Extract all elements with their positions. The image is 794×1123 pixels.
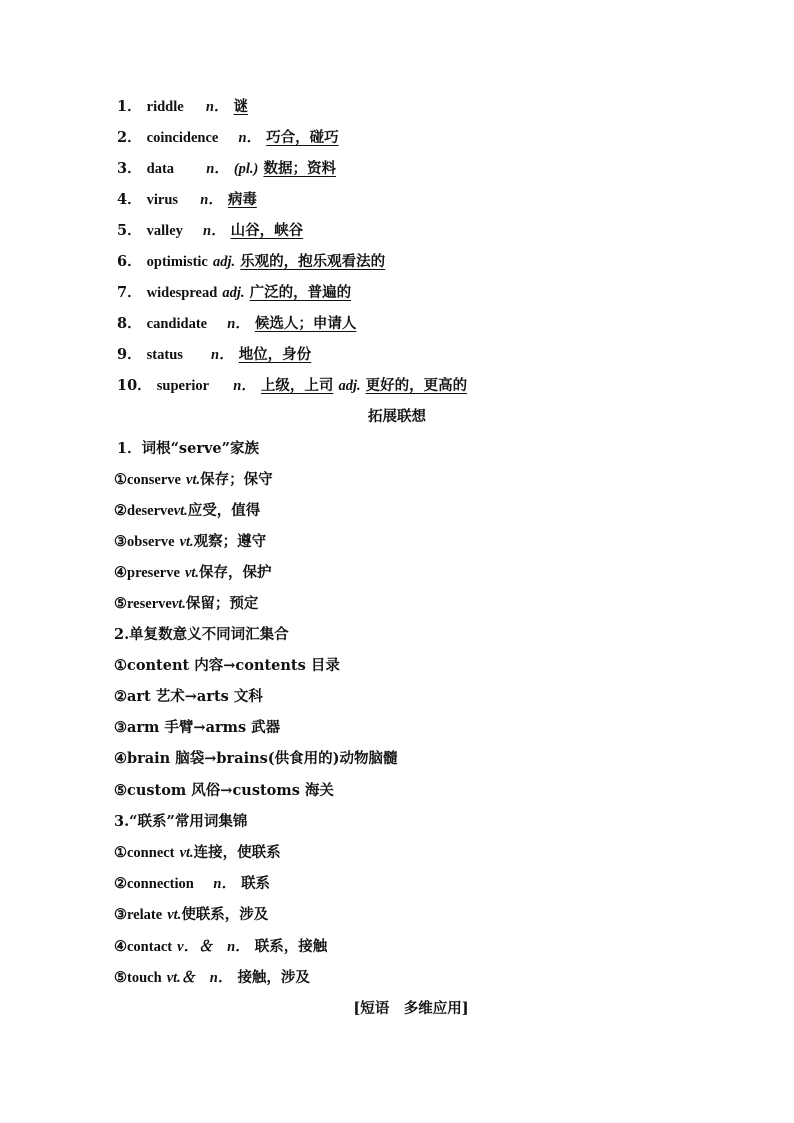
vocab-item-9 [117,345,311,365]
item-meaning: 接触，涉及 [237,969,310,986]
group2-item-2 [114,687,263,707]
vocab-word: data [146,161,175,177]
group3-item-3 [114,905,268,925]
part-of-speech: adj. [212,254,236,270]
vocab-item-2 [117,128,339,148]
item-marker: ④ [114,750,127,767]
part-of-speech: n． [203,223,226,239]
item-word: conserve [127,472,181,488]
item-marker: ② [114,502,127,519]
vocab-item-10 [117,376,467,396]
vocab-meaning-2: 更好的，更高的 [365,377,468,394]
vocab-meaning: 数据；资料 [263,160,336,177]
vocab-number: 1． [117,98,142,115]
part-of-speech: n． [206,161,229,177]
part-of-speech: adj. [222,285,245,301]
item-text: custom 风俗→customs 海关 [127,782,334,799]
vocab-word: superior [156,378,210,394]
item-marker: ① [114,844,127,861]
part-of-speech: vt. [167,907,182,923]
vocab-word: virus [146,192,179,208]
part-of-speech: vt. [173,503,188,519]
part-of-speech-2: adj. [338,378,361,394]
vocab-word: riddle [146,99,184,115]
group1-item-1 [114,470,273,490]
item-marker: ④ [114,564,127,581]
group1-item-3 [114,532,266,552]
vocab-number: 9． [117,346,142,363]
vocab-meaning: 谜 [233,98,248,115]
item-word: deserve [127,503,174,519]
item-meaning: 观察；遵守 [193,533,267,550]
plural-tag: (pl.) [233,161,259,177]
vocab-meaning: 乐观的，抱乐观看法的 [240,253,386,270]
section-heading: 拓展联想 [368,408,426,425]
group2-item-4 [114,749,398,769]
part-of-speech: vt. [186,472,201,488]
item-marker: ③ [114,906,127,923]
group3-item-1 [114,843,281,863]
item-text: arm 手臂→arms 武器 [127,719,281,736]
item-meaning: 使联系，涉及 [181,906,269,923]
item-marker: ⑤ [114,969,127,986]
group3-title: 3.“联系”常用词集锦 [114,813,248,830]
group3-item-2 [114,874,270,894]
group1-item-5 [114,594,258,614]
item-meaning: 连接，使联系 [193,844,281,861]
item-marker: ① [114,471,127,488]
part-of-speech: n． [198,876,236,892]
vocab-number: 8． [117,315,142,332]
vocab-number: 4． [117,191,142,208]
part-of-speech: vt. [179,845,194,861]
item-text: brain 脑袋→brains(供食用的)动物脑髓 [127,750,398,767]
vocab-number: 7． [117,284,142,301]
vocab-item-7 [117,283,351,303]
item-marker: ⑤ [114,595,127,612]
item-word: observe [127,534,175,550]
item-marker: ① [114,657,127,674]
item-marker: ⑤ [114,782,127,799]
item-meaning: 保存，保护 [199,564,272,581]
vocab-word: candidate [146,316,208,332]
item-marker: ② [114,875,127,892]
vocab-number: 3． [117,160,142,177]
item-word: reserve [127,596,172,612]
item-word: preserve [127,565,180,581]
group2-item-1 [114,656,340,676]
part-of-speech: n． [211,347,234,363]
footer-heading: [短语 多维应用] [353,1000,469,1017]
vocab-word: coincidence [146,130,219,146]
vocab-meaning: 巧合，碰巧 [266,129,339,146]
item-text: content 内容→contents 目录 [127,657,340,674]
vocab-word: optimistic [146,254,208,270]
item-word: touch [127,970,162,986]
group1-item-2 [114,501,260,521]
vocab-word: valley [146,223,183,239]
vocab-meaning: 病毒 [227,191,257,208]
vocab-word: status [146,347,183,363]
item-word: connect [127,845,175,861]
part-of-speech: n． [227,316,250,332]
vocab-meaning: 候选人；申请人 [254,315,357,332]
group1-item-4 [114,563,272,583]
part-of-speech: vt.＆ n． [166,970,233,986]
group2-item-5 [114,781,334,801]
vocab-item-3 [117,159,336,179]
group2-title: 2.单复数意义不同词汇集合 [114,626,289,643]
group1-title: 1．词根“serve”家族 [117,440,259,457]
vocab-item-4 [117,190,257,210]
part-of-speech: vt. [171,596,186,612]
vocab-word: widespread [146,285,218,301]
item-text: art 艺术→arts 文科 [127,688,263,705]
group3-item-5 [114,968,310,988]
part-of-speech: v．＆ n． [177,939,250,955]
group3-item-4 [114,937,327,957]
item-meaning: 联系 [241,875,271,892]
vocab-number: 5． [117,222,142,239]
vocab-meaning: 山谷，峡谷 [230,222,304,239]
vocab-meaning: 地位，身份 [238,346,312,363]
item-marker: ③ [114,719,127,736]
item-meaning: 应受，值得 [187,502,261,519]
vocab-item-5 [117,221,303,241]
part-of-speech: vt. [179,534,194,550]
item-marker: ② [114,688,127,705]
item-marker: ③ [114,533,127,550]
vocab-item-1 [117,97,248,117]
part-of-speech: n． [233,378,256,394]
vocab-item-8 [117,314,356,334]
part-of-speech: n． [200,192,223,208]
vocab-number: 6． [117,253,142,270]
part-of-speech: vt. [184,565,200,581]
item-word: connection [127,876,194,892]
item-meaning: 保存；保守 [200,471,273,488]
vocab-item-6 [117,252,385,272]
item-meaning: 保留；预定 [185,595,259,612]
part-of-speech: n． [205,99,229,115]
vocab-meaning: 上级，上司 [260,377,334,394]
vocab-number: 10． [117,377,152,394]
vocab-meaning: 广泛的，普遍的 [249,284,352,301]
part-of-speech: n． [238,130,262,146]
group2-item-3 [114,718,280,738]
item-meaning: 联系，接触 [254,938,328,955]
item-word: contact [127,939,173,955]
item-marker: ④ [114,938,127,955]
vocab-number: 2． [117,129,142,146]
item-word: relate [127,907,163,923]
